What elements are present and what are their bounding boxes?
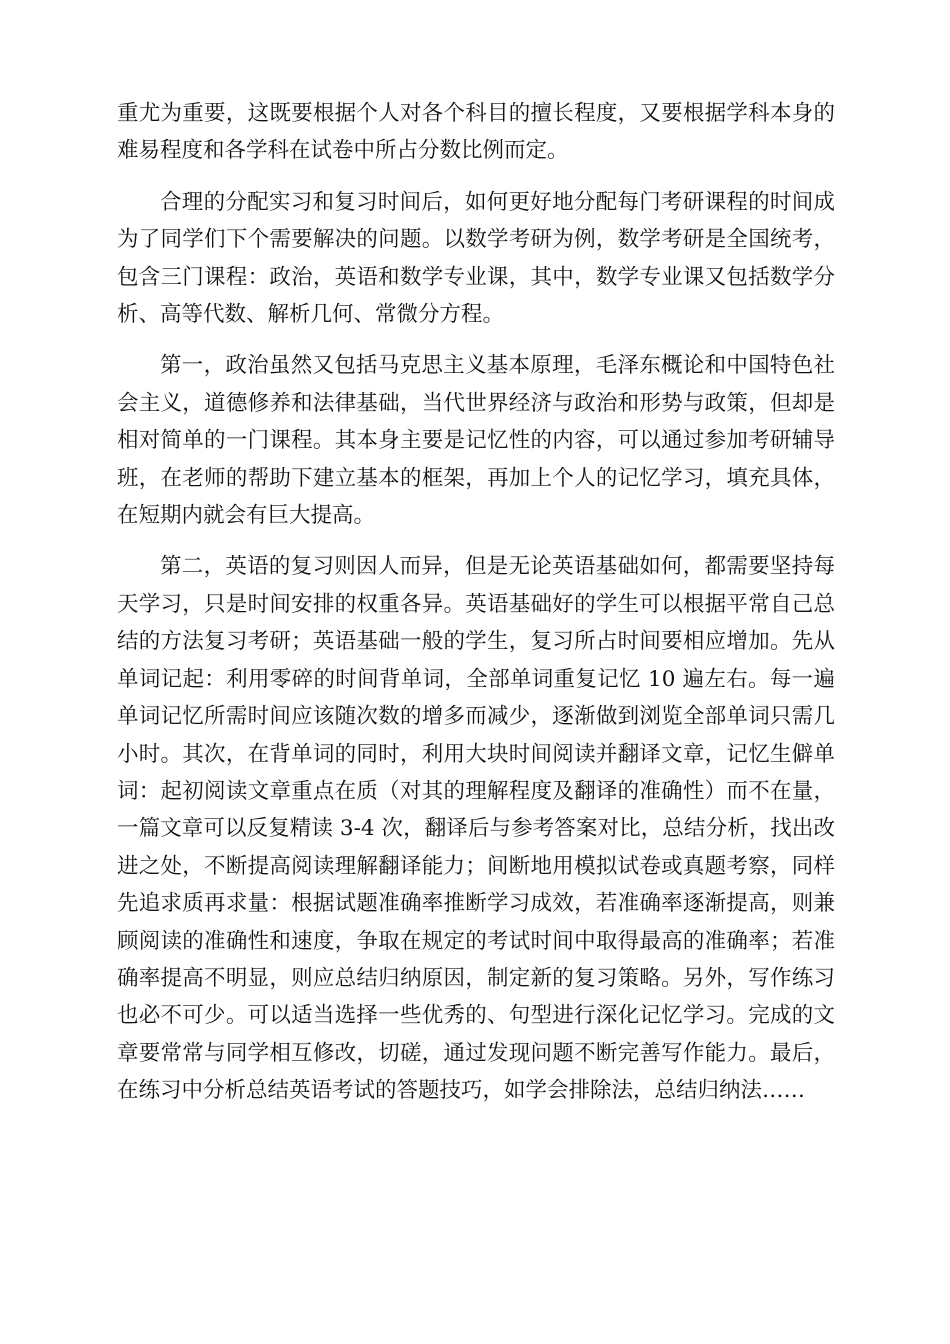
- paragraph-politics: 第一，政治虽然又包括马克思主义基本原理，毛泽东概论和中国特色社会主义，道德修养和法律基础，当代世界经济与政治和形势与政策，但却是相对简单的一门课程。其本身主要是记忆性的内容，可以通过参加考研辅导班，在老师的帮助下建立基本的框架，再加上个人的记忆学习，填充具体，在短期内就会有巨大提高。: [117, 353, 835, 529]
- document-page: [117, 95, 835, 1110]
- paragraph-continued: 重尤为重要，这既要根据个人对各个科目的擅长程度，又要根据学科本身的难易程度和各学科在试卷中所占分数比例而定。: [117, 101, 835, 164]
- paragraph-english: 第二，英语的复习则因人而异，但是无论英语基础如何，都需要坚持每天学习，只是时间安排的权重各异。英语基础好的学生可以根据平常自己总结的方法复习考研；英语基础一般的学生，复习所占时间要相应增加。先从单词记起：利用零碎的时间背单词，全部单词重复记忆 10 遍左右。每一遍单词记忆所需时间应该随次数的增多而减少，逐渐做到浏览全部单词只需几小时。其次，在背单词的同时，利用大块时间阅读并翻译文章，记忆生僻单词：起初阅读文章重点在质（对其的理解程度及翻译的准确性）而不在量，一篇文章可以反复精读 3-4 次，翻译后与参考答案对比，总结分析，找出改进之处，不断提高阅读理解翻译能力；间断地用模拟试卷或真题考察，同样先追求质再求量：根据试题准确率推断学习成效，若准确率逐渐提高，则兼顾阅读的准确性和速度，争取在规定的考试时间中取得最高的准确率；若准确率提高不明显，则应总结归纳原因，制定新的复习策略。另外，写作练习也必不可少。可以适当选择一些优秀的、句型进行深化记忆学习。完成的文章要常常与同学相互修改，切磋，通过发现问题不断完善写作能力。最后，在练习中分析总结英语考试的答题技巧，如学会排除法，总结归纳法……: [117, 554, 835, 1104]
- paragraph-course-allocation: 合理的分配实习和复习时间后，如何更好地分配每门考研课程的时间成为了同学们下个需要解决的问题。以数学考研为例，数学考研是全国统考，包含三门课程：政治，英语和数学专业课，其中，数学专业课又包括数学分析、高等代数、解析几何、常微分方程。: [117, 189, 835, 328]
